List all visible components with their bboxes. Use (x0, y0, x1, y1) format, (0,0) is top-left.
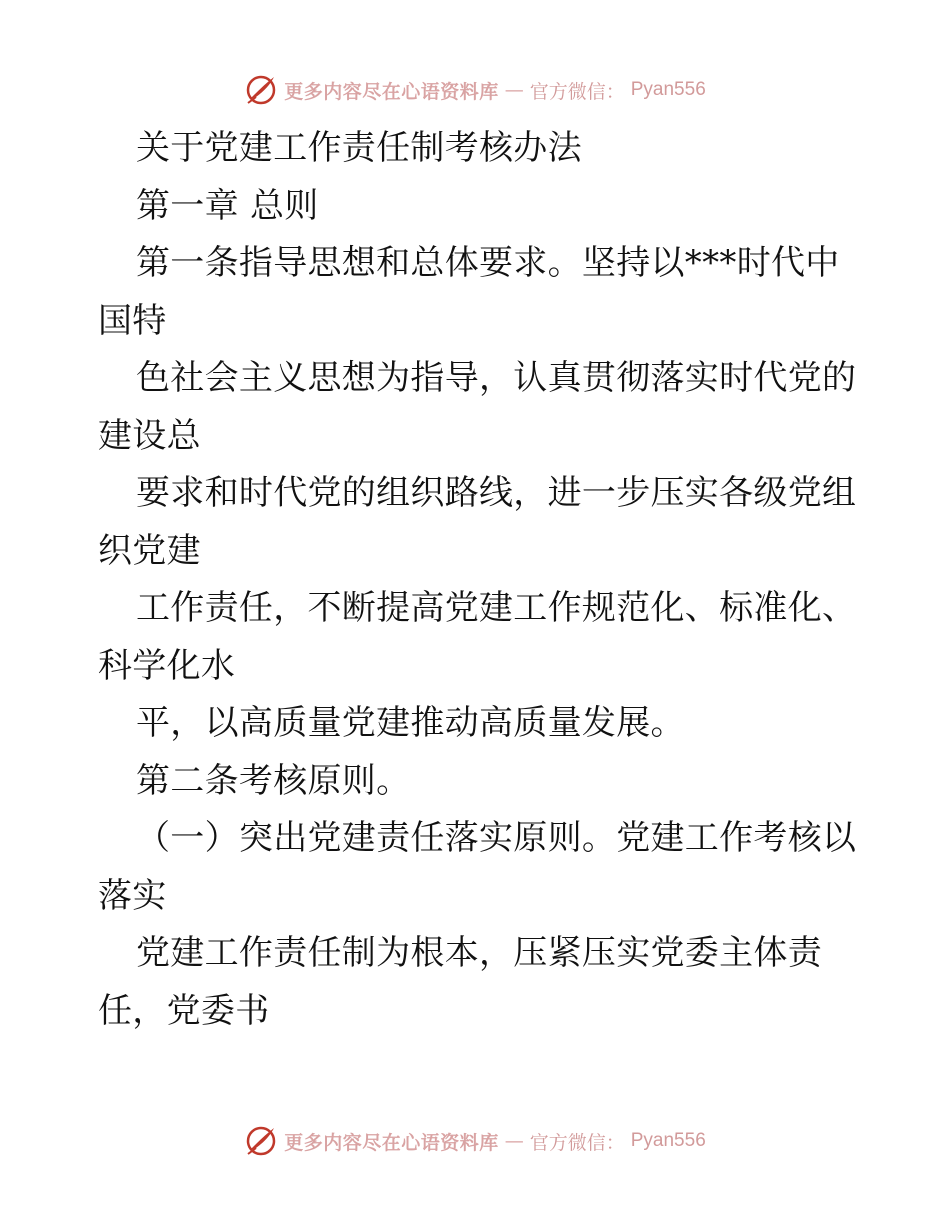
watermark-main-text: 更多内容尽在心语资料库 (284, 80, 499, 103)
watermark-separator: — (504, 1130, 524, 1152)
watermark-main-text: 更多内容尽在心语资料库 (284, 1131, 499, 1154)
text-line: （一）突出党建责任落实原则。党建工作考核以 (136, 818, 857, 858)
text-line: 要求和时代党的组织路线，进一步压实各级党组 (136, 473, 857, 513)
watermark-sub-text: 官方微信： (529, 1131, 625, 1154)
text-line: 落实 (98, 875, 167, 916)
text-line: 国特 (98, 300, 167, 341)
text-line: 科学化水 (98, 645, 236, 686)
watermark-brand (244, 73, 706, 107)
text-line: 工作责任，不断提高党建工作规范化、标准化、 (136, 588, 857, 628)
document-title: 关于党建工作责任制考核办法 (136, 128, 582, 168)
text-line: 色社会主义思想为指导，认真贯彻落实时代党的 (136, 358, 857, 398)
article-heading: 第二条考核原则。 (136, 760, 411, 801)
watermark-separator: — (504, 79, 524, 101)
watermark-sub-text: 官方微信： (529, 80, 625, 103)
footer-watermark (0, 1121, 950, 1161)
watermark-wechat-id: Pyan556 (630, 79, 706, 100)
watermark-brand (244, 1124, 706, 1158)
quill-circle-icon (244, 1124, 278, 1158)
chapter-heading: 第一章 总则 (136, 185, 319, 226)
watermark-wechat-id: Pyan556 (630, 1130, 706, 1151)
text-line: 建设总 (98, 415, 201, 456)
text-line: 织党建 (98, 530, 201, 571)
text-line: 任，党委书 (98, 990, 270, 1031)
header-watermark (0, 70, 950, 110)
document-body (98, 120, 858, 1040)
text-line: 第一条指导思想和总体要求。坚持以***时代中 (136, 243, 840, 283)
text-line: 党建工作责任制为根本，压紧压实党委主体责 (136, 933, 822, 973)
quill-circle-icon (244, 73, 278, 107)
text-line: 平，以高质量党建推动高质量发展。 (136, 703, 685, 743)
